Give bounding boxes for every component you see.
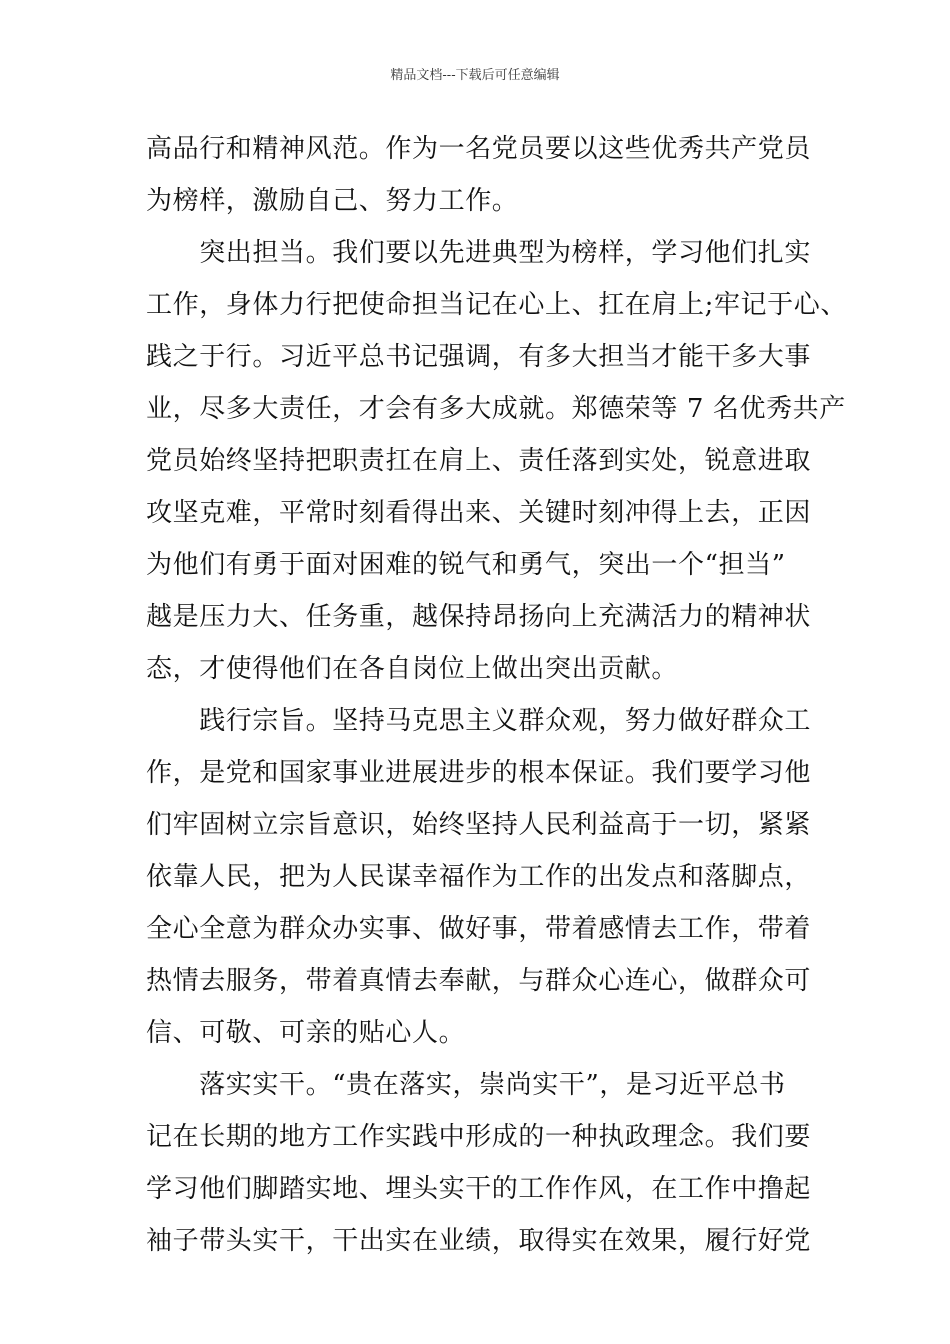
text-line: 学习他们脚踏实地、埋头实干的工作作风，在工作中撸起 [146,1174,812,1204]
text-line: 践行宗旨。坚持马克思主义群众观，努力做好群众工 [146,706,812,736]
text-line: 态，才使得他们在各自岗位上做出突出贡献。 [146,654,679,684]
text-line: 践之于行。习近平总书记强调，有多大担当才能干多大事 [146,342,812,372]
text-line: 越是压力大、任务重，越保持昂扬向上充满活力的精神状 [146,602,812,632]
text-line: 落实实干。“贵在落实，崇尚实干”，是习近平总书 [146,1070,786,1100]
text-line: 工作，身体力行把使命担当记在心上、扛在肩上;牢记于心、 [146,290,847,320]
text-line: 为榜样，激励自己、努力工作。 [146,186,519,216]
text-line: 们牢固树立宗旨意识，始终坚持人民利益高于一切，紧紧 [146,810,812,840]
text-line: 党员始终坚持把职责扛在肩上、责任落到实处，锐意进取 [146,446,812,476]
text-line: 全心全意为群众办实事、做好事，带着感情去工作，带着 [146,914,812,944]
text-line: 作，是党和国家事业进展进步的根本保证。我们要学习他 [146,758,812,788]
text-line: 业，尽多大责任，才会有多大成就。郑德荣等 7 名优秀共产 [146,394,846,424]
text-line: 突出担当。我们要以先进典型为榜样，学习他们扎实 [146,238,812,268]
text-line: 信、可敬、可亲的贴心人。 [146,1018,466,1048]
text-line: 依靠人民，把为人民谋幸福作为工作的出发点和落脚点， [146,862,812,892]
text-line: 袖子带头实干，干出实在业绩，取得实在效果，履行好党 [146,1226,812,1256]
page-header: 精品文档---下载后可任意编辑 [390,68,560,83]
text-line: 热情去服务，带着真情去奉献，与群众心连心，做群众可 [146,966,812,996]
text-line: 攻坚克难，平常时刻看得出来、关键时刻冲得上去，正因 [146,498,812,528]
text-line: 记在长期的地方工作实践中形成的一种执政理念。我们要 [146,1122,812,1152]
text-line: 为他们有勇于面对困难的锐气和勇气，突出一个“担当” [146,550,786,580]
text-line: 高品行和精神风范。作为一名党员要以这些优秀共产党员 [146,134,812,164]
